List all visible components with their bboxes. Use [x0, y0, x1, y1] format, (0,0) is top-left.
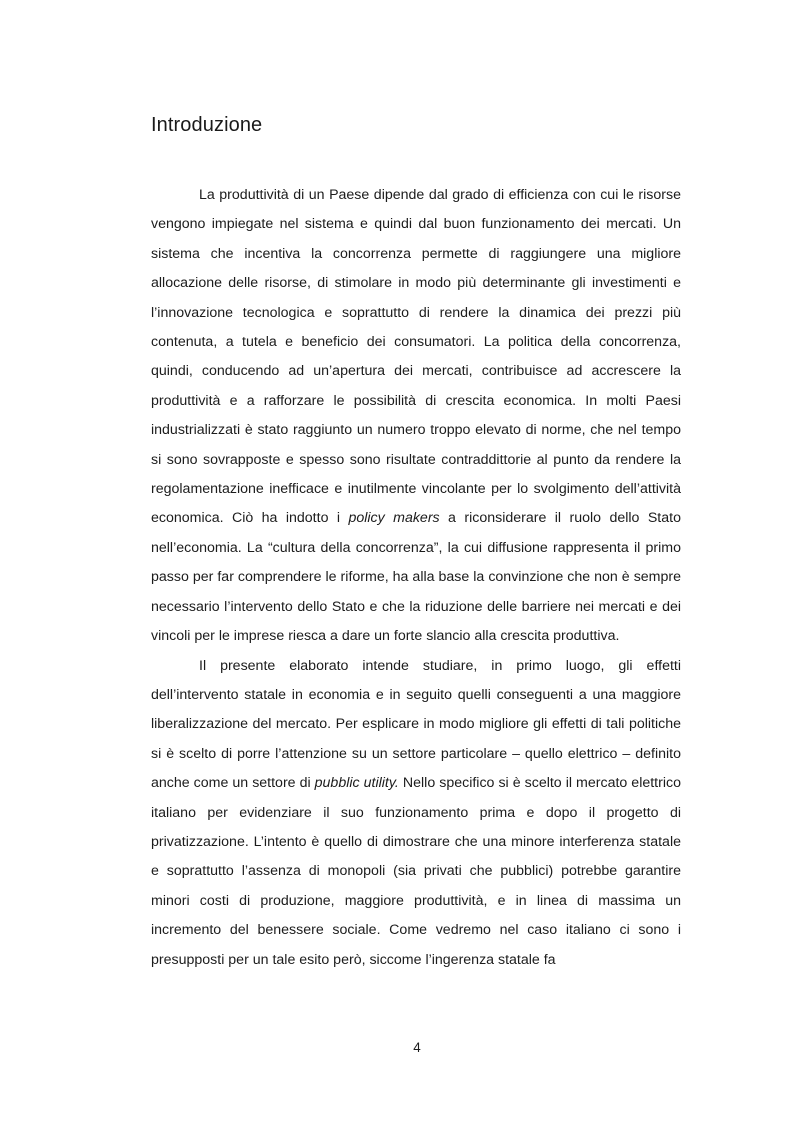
- italic-term-pubblic-utility: pubblic utility.: [314, 775, 399, 792]
- paragraph-2: [151, 652, 681, 975]
- paragraph-2-text-1: Il presente elaborato intende studiare, in primo luogo, gli effetti dell’intervento statale in economia e in seguito quelli conseguenti a una maggiore liberalizzazione del mercato. Per esplicare in modo migliore gli effetti di tali politiche si è scelto di porre l’attenzione su un settore particolare – quello elettrico – definito anche come un settore di: [151, 657, 681, 792]
- paragraph-1-text-1: La produttività di un Paese dipende dal grado di efficienza con cui le risorse vengono impiegate nel sistema e quindi dal buon funzionamento dei mercati. Un sistema che incentiva la concorrenza permette di raggiungere una migliore allocazione delle risorse, di stimolare in modo più determinante gli investimenti e l’innovazione tecnologica e soprattutto di rendere la dinamica dei prezzi più contenuta, a tutela e beneficio dei consumatori. La politica della concorrenza, quindi, conducendo ad un’apertura dei mercati, contribuisce ad accrescere la produttività e a rafforzare le possibilità di crescita economica. In molti Paesi industrializzati è stato raggiunto un numero troppo elevato di norme, che nel tempo si sono sovrapposte e spesso sono risultate contraddittorie al punto da rendere la regolamentazione inefficace e inutilmente vincolante per lo svolgimento dell’attività economica. Ciò ha indotto i: [151, 187, 681, 527]
- page-title: Introduzione: [151, 114, 263, 136]
- page-number: 4: [413, 1040, 421, 1055]
- paragraph-2-text-2: Nello specifico si è scelto il mercato elettrico italiano per evidenziare il suo funzionamento prima e dopo il progetto di privatizzazione. L’intento è quello di dimostrare che una minore interferenza statale e soprattutto l’assenza di monopoli (sia privati che pubblici) potrebbe garantire minori costi di produzione, maggiore produttività, e in linea di massima un incremento del benessere sociale. Come vedremo nel caso italiano ci sono i presupposti per un tale esito però, siccome l’ingerenza statale fa: [151, 775, 681, 968]
- paragraph-1-text-2: a riconsiderare il ruolo dello Stato nell’economia. La “cultura della concorrenza”, la cui diffusione rappresenta il primo passo per far comprendere le riforme, ha alla base la convinzione che non è sempre necessario l’intervento dello Stato e che la riduzione delle barriere nei mercati e dei vincoli per le imprese riesca a dare un forte slancio alla crescita produttiva.: [151, 510, 681, 645]
- paragraph-1: [151, 181, 681, 652]
- italic-term-policy-makers: policy makers: [348, 510, 440, 527]
- document-body: [151, 181, 681, 975]
